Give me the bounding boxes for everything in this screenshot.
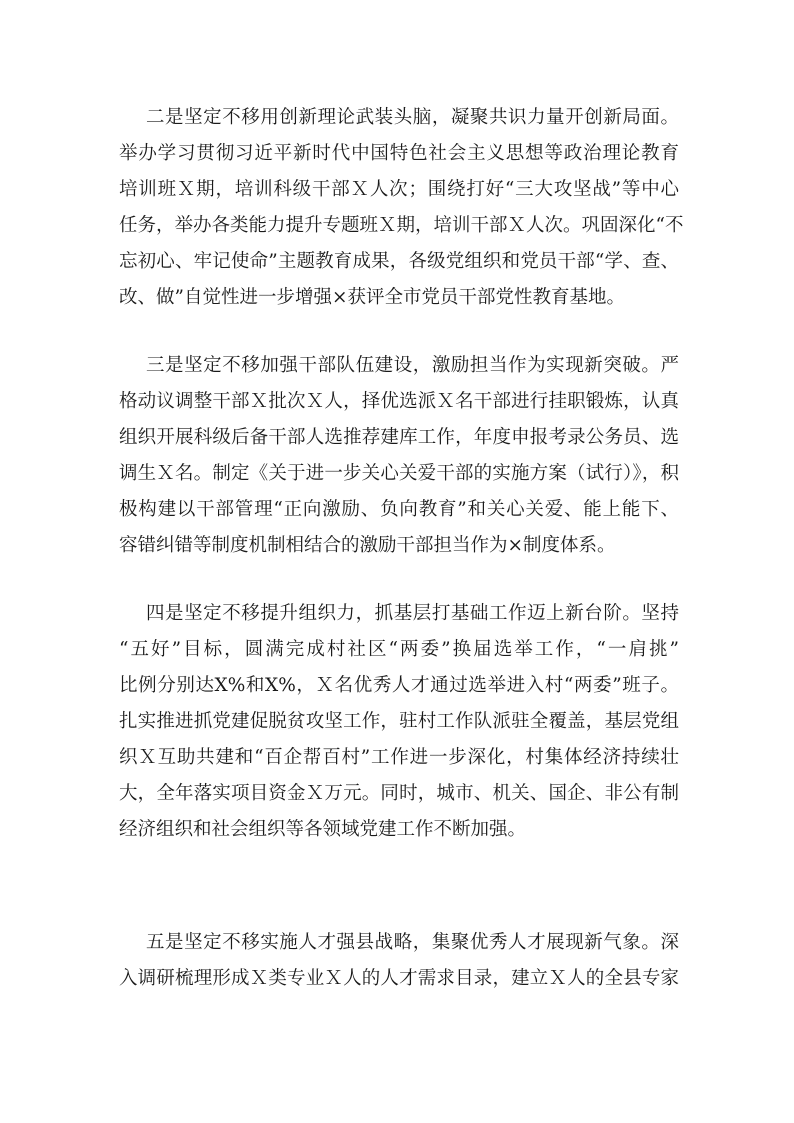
- text-line: 四是坚定不移提升组织力，抓基层打基础工作迈上新台阶。坚持: [146, 603, 679, 624]
- text-line: 三是坚定不移加强干部队伍建设，激励担当作为实现新突破。严: [146, 355, 679, 376]
- text-line: 极构建以干部管理“正向激励、负向教育”和关心关爱、能上能下、: [119, 499, 679, 520]
- text-line: 忘初心、牢记使命”主题教育成果，各级党组织和党员干部“学、查、: [119, 251, 679, 272]
- text-line: 组织开展科级后备干部人选推荐建库工作，年度申报考录公务员、选: [119, 427, 679, 448]
- text-line: 培训班Ｘ期，培训科级干部Ｘ人次；围绕打好“三大攻坚战”等中心: [119, 179, 679, 200]
- paragraph-4: [119, 596, 679, 848]
- text-line: 织Ｘ互助共建和“百企帮百村”工作进一步深化，村集体经济持续壮: [119, 747, 679, 768]
- text-line: 改、做”自觉性进一步增强×获评全市党员干部党性教育基地。: [119, 287, 625, 308]
- paragraph-5: [119, 925, 679, 997]
- text-line: 任务，举办各类能力提升专题班Ｘ期，培训干部Ｘ人次。巩固深化“不: [119, 215, 684, 236]
- text-line: 格动议调整干部Ｘ批次Ｘ人，择优选派Ｘ名干部进行挂职锻炼，认真: [119, 391, 679, 412]
- text-line: 大，全年落实项目资金Ｘ万元。同时，城市、机关、国企、非公有制: [119, 783, 679, 804]
- text-line: 二是坚定不移用创新理论武装头脑，凝聚共识力量开创新局面。: [146, 107, 679, 128]
- text-line: 举办学习贯彻习近平新时代中国特色社会主义思想等政治理论教育: [119, 143, 679, 164]
- text-line: 扎实推进抓党建促脱贫攻坚工作，驻村工作队派驻全覆盖，基层党组: [119, 711, 679, 732]
- text-line: 调生Ｘ名。制定《关于进一步关心关爱干部的实施方案（试行）》，积: [119, 463, 679, 484]
- text-line: 入调研梳理形成Ｘ类专业Ｘ人的人才需求目录，建立Ｘ人的全县专家: [119, 968, 679, 989]
- text-line: 容错纠错等制度机制相结合的激励干部担当作为×制度体系。: [119, 535, 616, 556]
- text-line: 比例分别达X%和X%，Ｘ名优秀人才通过选举进入村“两委”班子。: [119, 675, 679, 696]
- paragraph-2: [119, 100, 684, 316]
- text-line: “五好”目标，圆满完成村社区“两委”换届选举工作，“一肩挑”: [119, 639, 679, 660]
- text-line: 经济组织和社会组织等各领域党建工作不断加强。: [119, 819, 527, 840]
- paragraph-3: [119, 348, 679, 564]
- text-line: 五是坚定不移实施人才强县战略，集聚优秀人才展现新气象。深: [146, 932, 679, 953]
